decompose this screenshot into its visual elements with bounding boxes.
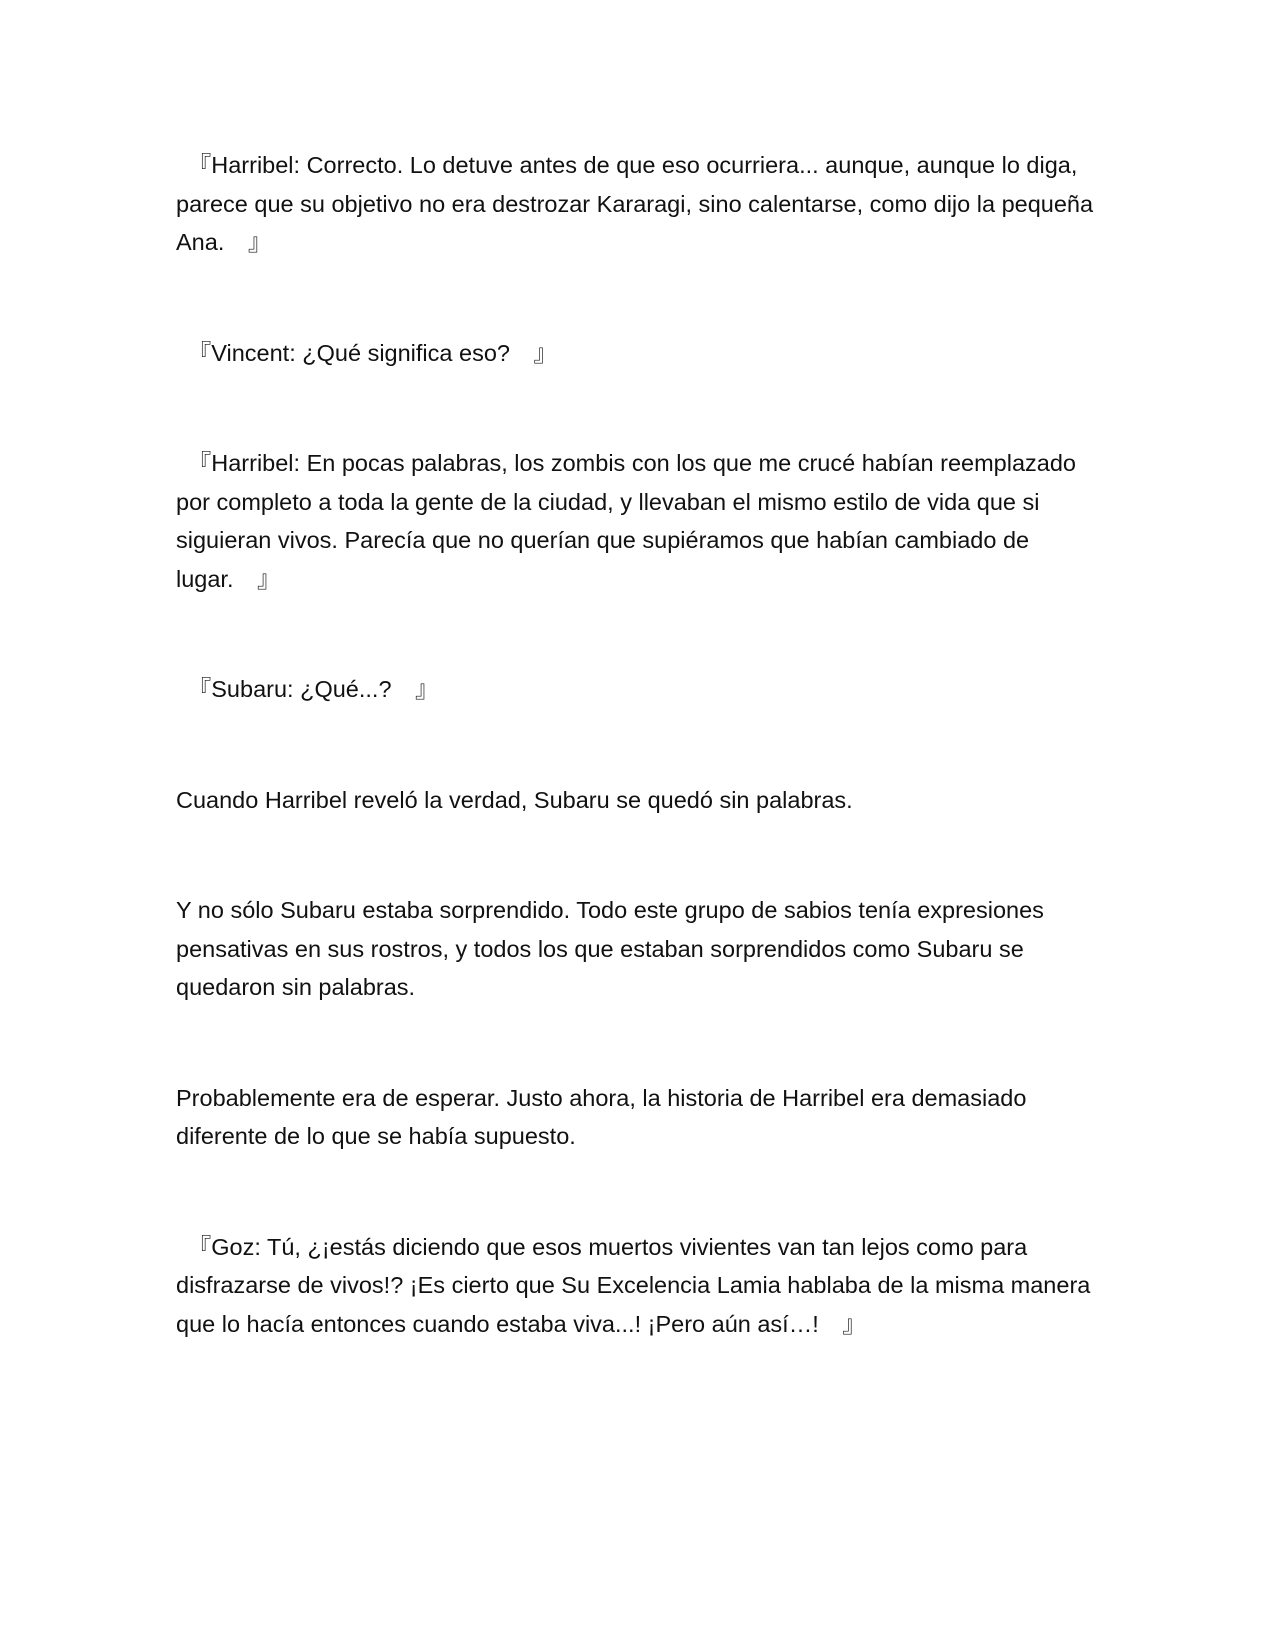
paragraph-harribel-explanation: 『Harribel: En pocas palabras, los zombis con los que me crucé habían reemplazado por completo a toda la gente de la ciudad, y llevaban el mismo estilo de vida que si siguieran vivos. Parecía que no querían que supiéramos que habían cambiado de lugar. 』 [176,450,1076,592]
paragraph-goz-exclamation: 『Goz: Tú, ¿¡estás diciendo que esos muertos vivientes van tan lejos como para disfrazarse de vivos!? ¡Es cierto que Su Excelencia Lamia hablaba de la misma manera que lo hacía entonces cuando estaba viva...! ¡Pero aún así…! 』 [176,1233,1091,1337]
paragraph-harribel-correcto: 『Harribel: Correcto. Lo detuve antes de que eso ocurriera... aunque, aunque lo diga, parece que su objetivo no era destrozar Kararagi, sino calentarse, como dijo la pequeña Ana. 』 [176,152,1094,255]
paragraph-narration-revelation: Cuando Harribel reveló la verdad, Subaru se quedó sin palabras. [176,786,853,813]
paragraph-narration-sorprendido: Y no sólo Subaru estaba sorprendido. Todo este grupo de sabios tenía expresiones pensativas en sus rostros, y todos los que estaban sorprendidos como Subaru se quedaron sin palabras. [176,897,1044,1000]
document-body [176,146,1096,1415]
paragraph-narration-esperar: Probablemente era de esperar. Justo ahora, la historia de Harribel era demasiado diferente de lo que se había supuesto. [176,1084,1027,1149]
paragraph-subaru-que: 『Subaru: ¿Qué...? 』 [176,676,439,702]
paragraph-vincent-question: 『Vincent: ¿Qué significa eso? 』 [176,339,557,366]
